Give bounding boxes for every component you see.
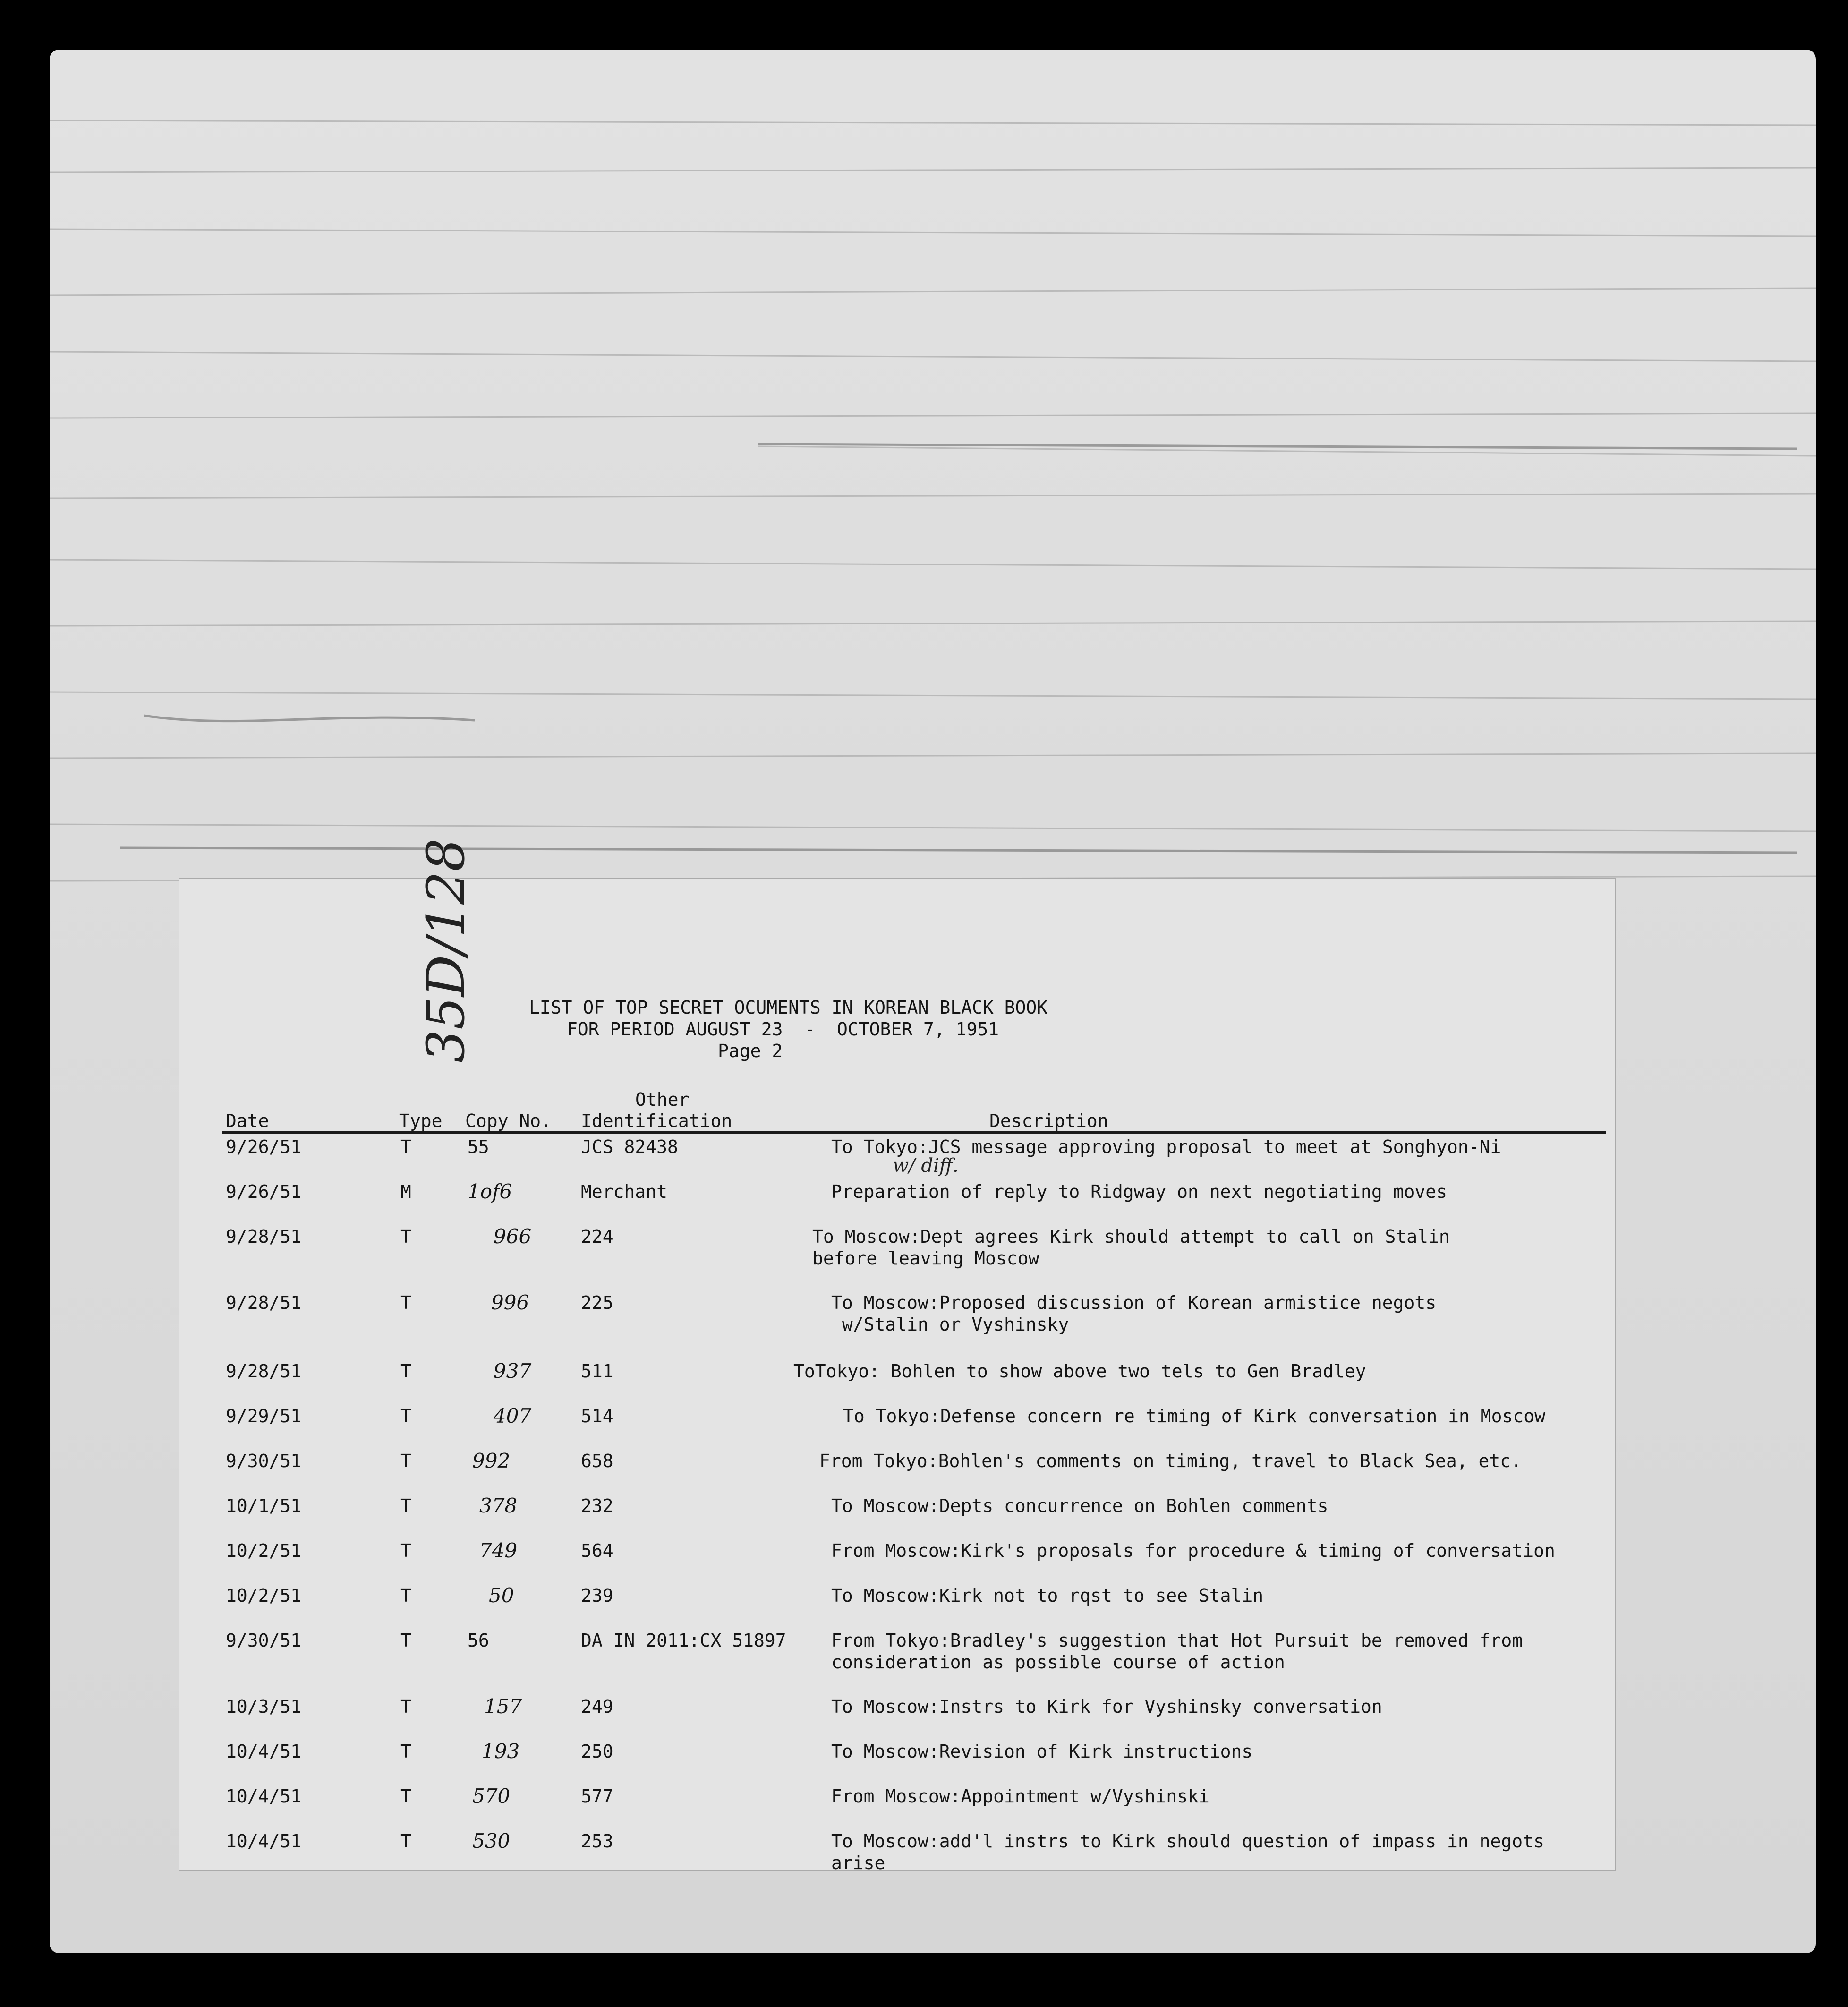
description-line: To Tokyo:Defense concern re timing of Kirk conversation in Moscow: [843, 1406, 1546, 1426]
row-other-id: 511: [581, 1361, 613, 1382]
row-other-id: 658: [581, 1451, 613, 1471]
row-other-id: 232: [581, 1495, 613, 1516]
row-copy-no: 193: [482, 1740, 520, 1763]
row-description: [831, 1585, 1606, 1606]
row-description: [831, 1741, 1606, 1762]
description-line: To Moscow:Kirk not to rqst to see Stalin: [831, 1585, 1264, 1606]
description-line: From Tokyo:Bohlen's comments on timing, travel to Black Sea, etc.: [819, 1451, 1522, 1471]
page-number: Page 2: [718, 1041, 783, 1061]
row-copy-no: 1of6: [468, 1180, 512, 1203]
margin-note: w/ diff.: [893, 1155, 959, 1177]
row-type: T: [400, 1406, 411, 1426]
col-header-other-2: Identification: [581, 1110, 732, 1131]
row-other-id: 577: [581, 1786, 613, 1807]
description-line: arise: [831, 1853, 886, 1873]
row-type: T: [400, 1741, 411, 1762]
row-date: 9/28/51: [226, 1361, 302, 1382]
row-other-id: DA IN 2011:CX 51897: [581, 1630, 786, 1651]
row-copy-no: 996: [491, 1291, 529, 1314]
description-line: To Moscow:Instrs to Kirk for Vyshinsky conversation: [831, 1696, 1382, 1717]
row-copy-no: 55: [468, 1136, 489, 1157]
description-line: To Moscow:add'l instrs to Kirk should question of impass in negots: [831, 1831, 1544, 1852]
description-line: To Moscow:Proposed discussion of Korean armistice negots: [831, 1292, 1437, 1313]
row-date: 9/30/51: [226, 1451, 302, 1471]
row-copy-no: 157: [484, 1695, 522, 1718]
row-description: [831, 1292, 1606, 1335]
row-type: T: [400, 1226, 411, 1247]
row-copy-no: 992: [472, 1449, 511, 1472]
row-date: 9/26/51: [226, 1181, 302, 1202]
row-type: T: [400, 1786, 411, 1807]
title-line-1: LIST OF TOP SECRET OCUMENTS IN KOREAN BLACK BOOK: [529, 997, 1048, 1018]
row-date: 9/28/51: [226, 1292, 302, 1313]
row-type: T: [400, 1696, 411, 1717]
row-other-id: JCS 82438: [581, 1136, 678, 1157]
row-date: 9/28/51: [226, 1226, 302, 1247]
row-type: T: [400, 1136, 411, 1157]
col-header-other-1: Other: [635, 1089, 690, 1110]
row-type: T: [400, 1630, 411, 1651]
row-description: [843, 1405, 1618, 1427]
col-header-description: Description: [989, 1110, 1108, 1131]
row-other-id: 564: [581, 1540, 613, 1561]
description-line: To Tokyo:JCS message approving proposal to meet at Songhyon-Ni: [831, 1136, 1501, 1157]
row-date: 9/30/51: [226, 1630, 302, 1651]
description-line: From Moscow:Kirk's proposals for procedure & timing of conversation: [831, 1540, 1555, 1561]
handwritten-annotation: 35D/128: [416, 838, 476, 1063]
description-line: To Moscow:Dept agrees Kirk should attempt to call on Stalin: [812, 1226, 1450, 1247]
row-other-id: Merchant: [581, 1181, 668, 1202]
row-description: [831, 1630, 1606, 1673]
description-line: To Moscow:Revision of Kirk instructions: [831, 1741, 1253, 1762]
row-description: [812, 1226, 1587, 1269]
description-line: To Moscow:Depts concurrence on Bohlen comments: [831, 1495, 1329, 1516]
row-date: 10/2/51: [226, 1585, 302, 1606]
row-type: T: [400, 1361, 411, 1382]
row-copy-no: 530: [472, 1829, 511, 1853]
row-other-id: 239: [581, 1585, 613, 1606]
row-copy-no: 570: [472, 1785, 511, 1808]
description-line: consideration as possible course of action: [831, 1652, 1285, 1673]
description-line: Preparation of reply to Ridgway on next negotiating moves: [831, 1181, 1448, 1202]
row-other-id: 225: [581, 1292, 613, 1313]
row-copy-no: 50: [489, 1584, 514, 1607]
row-copy-no: 407: [494, 1404, 532, 1427]
row-copy-no: 378: [479, 1494, 518, 1517]
row-date: 9/29/51: [226, 1406, 302, 1426]
row-description: [831, 1785, 1606, 1807]
row-date: 10/3/51: [226, 1696, 302, 1717]
row-description: [831, 1696, 1606, 1717]
row-other-id: 249: [581, 1696, 613, 1717]
description-line: before leaving Moscow: [812, 1248, 1039, 1269]
row-description: [831, 1136, 1606, 1158]
col-header-copy: Copy No.: [465, 1110, 552, 1131]
row-description: [831, 1830, 1606, 1874]
row-date: 10/4/51: [226, 1741, 302, 1762]
description-line: From Moscow:Appointment w/Vyshinski: [831, 1786, 1209, 1807]
description-line: ToTokyo: Bohlen to show above two tels to Gen Bradley: [793, 1361, 1366, 1382]
row-copy-no: 56: [468, 1630, 489, 1651]
row-copy-no: 749: [479, 1539, 518, 1562]
row-type: T: [400, 1292, 411, 1313]
row-description: [831, 1181, 1606, 1203]
description-line: From Tokyo:Bradley's suggestion that Hot Pursuit be removed from: [831, 1630, 1523, 1651]
row-date: 10/4/51: [226, 1786, 302, 1807]
row-other-id: 514: [581, 1406, 613, 1426]
description-line: w/Stalin or Vyshinsky: [831, 1314, 1069, 1335]
row-description: [819, 1450, 1594, 1472]
row-date: 10/2/51: [226, 1540, 302, 1561]
row-type: T: [400, 1831, 411, 1852]
row-date: 9/26/51: [226, 1136, 302, 1157]
col-header-type: Type: [399, 1110, 443, 1131]
document-title: [529, 997, 1047, 1062]
row-description: [793, 1360, 1568, 1382]
row-type: T: [400, 1451, 411, 1471]
row-other-id: 224: [581, 1226, 613, 1247]
header-rule: [222, 1131, 1606, 1134]
row-other-id: 253: [581, 1831, 613, 1852]
row-date: 10/1/51: [226, 1495, 302, 1516]
title-line-2: FOR PERIOD AUGUST 23 - OCTOBER 7, 1951: [567, 1019, 999, 1040]
row-description: [831, 1540, 1606, 1562]
row-copy-no: 966: [494, 1225, 532, 1248]
col-header-date: Date: [226, 1110, 269, 1131]
row-type: T: [400, 1495, 411, 1516]
row-other-id: 250: [581, 1741, 613, 1762]
row-copy-no: 937: [494, 1359, 532, 1383]
row-description: [831, 1495, 1606, 1517]
row-type: T: [400, 1540, 411, 1561]
row-type: T: [400, 1585, 411, 1606]
row-type: M: [400, 1181, 411, 1202]
row-date: 10/4/51: [226, 1831, 302, 1852]
